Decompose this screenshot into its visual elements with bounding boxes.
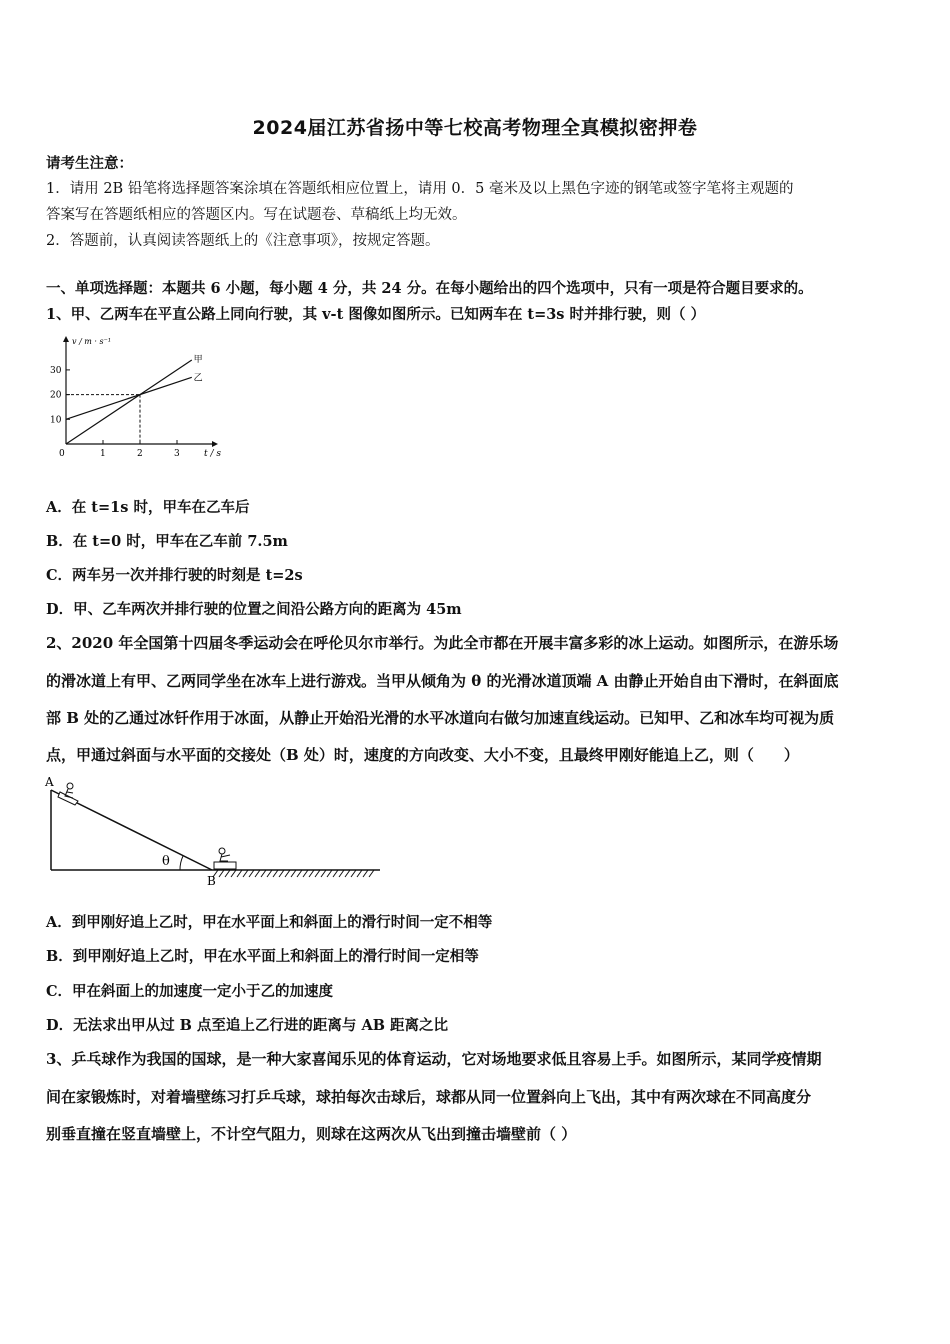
series-label-yi: 乙 — [193, 373, 203, 384]
x-tick-label: 3 — [174, 449, 180, 459]
hatch-mark — [357, 870, 362, 877]
hatch-mark — [297, 870, 302, 877]
series-line-yi — [66, 377, 192, 419]
y-tick-label: 20 — [50, 390, 62, 401]
series-label-jia: 甲 — [193, 355, 203, 366]
hatch-mark — [267, 870, 272, 877]
notice-line-1b: 答案写在答题纸相应的答题区内。写在试题卷、草稿纸上均无效。 — [46, 207, 467, 223]
q2-stem-1: 2、2020 年全国第十四届冬季运动会在呼伦贝尔市举行。为此全市都在开展丰富多彩的冰上运动。如图所示，在游乐场 — [46, 634, 839, 652]
hatch-mark — [225, 870, 230, 877]
hatch-mark — [321, 870, 326, 877]
hatch-mark — [285, 870, 290, 877]
q3-stem-3: 别垂直撞在竖直墙壁上，不计空气阻力，则球在这两次从飞出到撞击墙壁前（ ） — [46, 1125, 577, 1143]
q2-incline-figure — [40, 772, 390, 892]
hatch-mark — [369, 870, 374, 877]
hatch-mark — [237, 870, 242, 877]
hatch-mark — [333, 870, 338, 877]
y-axis-label: v / m · s⁻¹ — [72, 337, 112, 346]
label-b: B — [207, 874, 216, 888]
q1-option-d: D．甲、乙车两次并排行驶的位置之间沿公路方向的距离为 45m — [46, 601, 462, 618]
q2-option-d: D．无法求出甲从过 B 点至追上乙行进的距离与 AB 距离之比 — [46, 1017, 449, 1034]
hatch-mark — [351, 870, 356, 877]
q3-stem-2: 间在家锻炼时，对着墙壁练习打乒乓球，球拍每次击球后，球都从同一位置斜向上飞出，其中有两次球在不同高度分 — [46, 1088, 812, 1106]
y-tick-label: 10 — [50, 415, 62, 426]
hatch-mark — [219, 870, 224, 877]
label-a: A — [45, 775, 54, 789]
series-line-jia — [66, 360, 192, 444]
vt-plot-area — [50, 336, 221, 459]
q2-option-b: B．到甲刚好追上乙时，甲在水平面上和斜面上的滑行时间一定相等 — [46, 948, 479, 965]
hatch-mark — [243, 870, 248, 877]
x-axis-arrow — [212, 441, 218, 447]
y-tick-label: 30 — [50, 365, 62, 376]
person-yi-icon — [214, 848, 236, 869]
page-title: 2024届江苏省扬中等七校高考物理全真模拟密押卷 — [252, 117, 698, 139]
hatch-mark — [273, 870, 278, 877]
hatch-mark — [339, 870, 344, 877]
notice-heading: 请考生注意： — [46, 155, 133, 172]
label-theta: θ — [162, 854, 170, 869]
hatch-mark — [309, 870, 314, 877]
hatch-mark — [261, 870, 266, 877]
hatch-mark — [249, 870, 254, 877]
q2-option-c: C．甲在斜面上的加速度一定小于乙的加速度 — [46, 983, 334, 1000]
person-jia-icon — [58, 783, 78, 805]
q1-stem: 1、甲、乙两车在平直公路上同向行驶，其 v-t 图像如图所示。已知两车在 t=3s 时并排行驶，则（ ） — [46, 306, 706, 323]
q1-option-a: A．在 t=1s 时，甲车在乙车后 — [46, 499, 250, 516]
notice-line-1: 1．请用 2B 铅笔将选择题答案涂填在答题纸相应位置上，请用 0．5 毫米及以上黑色字迹的钢笔或签字笔将主观题的 — [46, 181, 794, 197]
hatch-mark — [291, 870, 296, 877]
x-tick-label: 0 — [59, 449, 65, 459]
x-axis-label: t / s — [204, 449, 221, 459]
q2-stem-4: 点，甲通过斜面与水平面的交接处（B 处）时，速度的方向改变、大小不变，且最终甲刚好能追上乙，则（ ） — [46, 746, 799, 764]
q1-option-c: C．两车另一次并排行驶的时刻是 t=2s — [46, 567, 303, 584]
angle-arc — [180, 856, 183, 870]
q3-stem-1: 3、乒乓球作为我国的国球，是一种大家喜闻乐见的体育运动，它对场地要求低且容易上手。如图所示，某同学疫情期 — [46, 1050, 822, 1068]
hatch-mark — [279, 870, 284, 877]
hatch-mark — [303, 870, 308, 877]
hatch-mark — [255, 870, 260, 877]
ground-hatching — [213, 870, 374, 877]
hatch-mark — [231, 870, 236, 877]
notice-line-2: 2．答题前，认真阅读答题纸上的《注意事项》，按规定答题。 — [46, 233, 440, 249]
y-axis-arrow — [63, 336, 69, 342]
hatch-mark — [327, 870, 332, 877]
q1-vt-graph — [44, 332, 224, 462]
q2-stem-3: 部 B 处的乙通过冰钎作用于冰面，从静止开始沿光滑的水平冰道向右做匀加速直线运动。已知甲、乙和冰车均可视为质 — [46, 709, 835, 727]
x-tick-label: 2 — [137, 449, 143, 459]
hatch-mark — [363, 870, 368, 877]
q2-option-a: A．到甲刚好追上乙时，甲在水平面上和斜面上的滑行时间一定不相等 — [46, 914, 493, 931]
q2-stem-2: 的滑冰道上有甲、乙两同学坐在冰车上进行游戏。当甲从倾角为 θ 的光滑冰道顶端 A 由静止开始自由下滑时，在斜面底 — [46, 672, 839, 690]
x-tick-label: 1 — [100, 449, 106, 459]
hatch-mark — [315, 870, 320, 877]
q1-option-b: B．在 t=0 时，甲车在乙车前 7.5m — [46, 533, 288, 550]
section-heading: 一、单项选择题：本题共 6 小题，每小题 4 分，共 24 分。在每小题给出的四个选项中，只有一项是符合题目要求的。 — [46, 280, 813, 297]
hatch-mark — [345, 870, 350, 877]
